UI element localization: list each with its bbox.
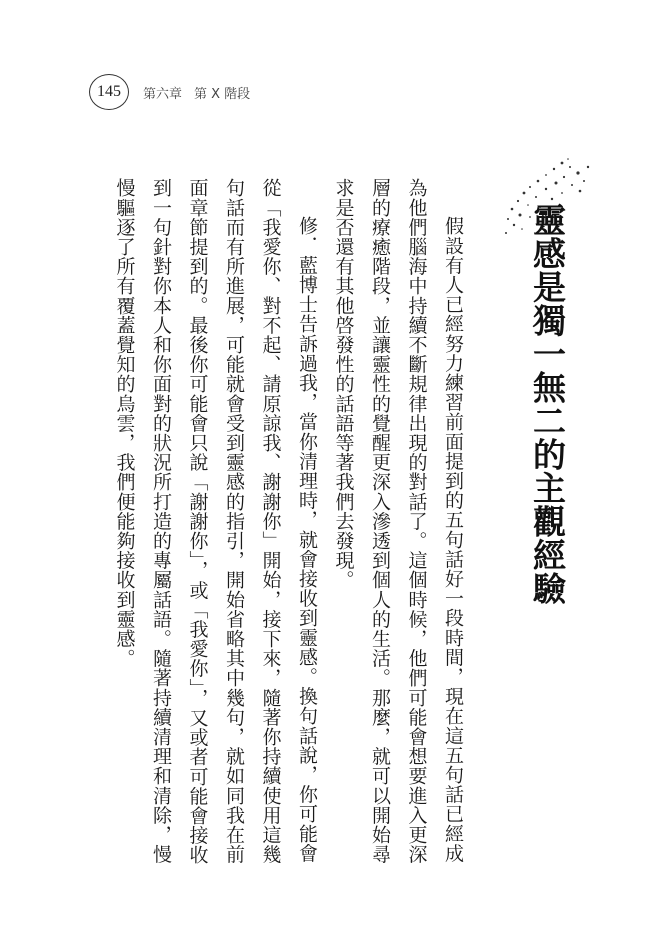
section-label: 第 X 階段 bbox=[194, 86, 251, 102]
body-text bbox=[91, 178, 471, 868]
page-number: 145 bbox=[97, 83, 121, 100]
paragraph: 假設有人已經努力練習前面提到的五句話好一段時間，現在這五句話已經成為他們腦海中持續不斷規律出現的對話了。這個時候，他們可能會想要進入更深層的療癒階段，並讓靈性的覺醒更深入滲透到個人的生活。那麼，就可以開始尋求是否還有其他啓發性的話語等著我們去發現。 bbox=[332, 178, 464, 864]
page-header bbox=[89, 74, 250, 110]
running-head bbox=[143, 83, 250, 102]
chapter-label: 第六章 bbox=[143, 86, 183, 102]
chapter-title: 靈感是獨一無二的主觀經驗 bbox=[528, 203, 567, 605]
page-number-badge bbox=[89, 74, 129, 110]
paragraph: 修．藍博士告訴過我，當你清理時，就會接收到靈感。換句話說，你可能會從「我愛你、對不起、請原諒我、謝謝你」開始，接下來，隨著你持續使用這幾句話而有所進展，可能就會受到靈感的指引，開始省略其中幾句，就如同我在前面章節提到的。最後你可能會只說「謝謝你」，或「我愛你」，又或者可能會接收到一句針對你本人和你面對的狀況所打造的專屬話語。隨著持續清理和清除，慢慢驅逐了所有覆蓋覺知的烏雲，我們便能夠接收到靈感。 bbox=[113, 178, 318, 865]
